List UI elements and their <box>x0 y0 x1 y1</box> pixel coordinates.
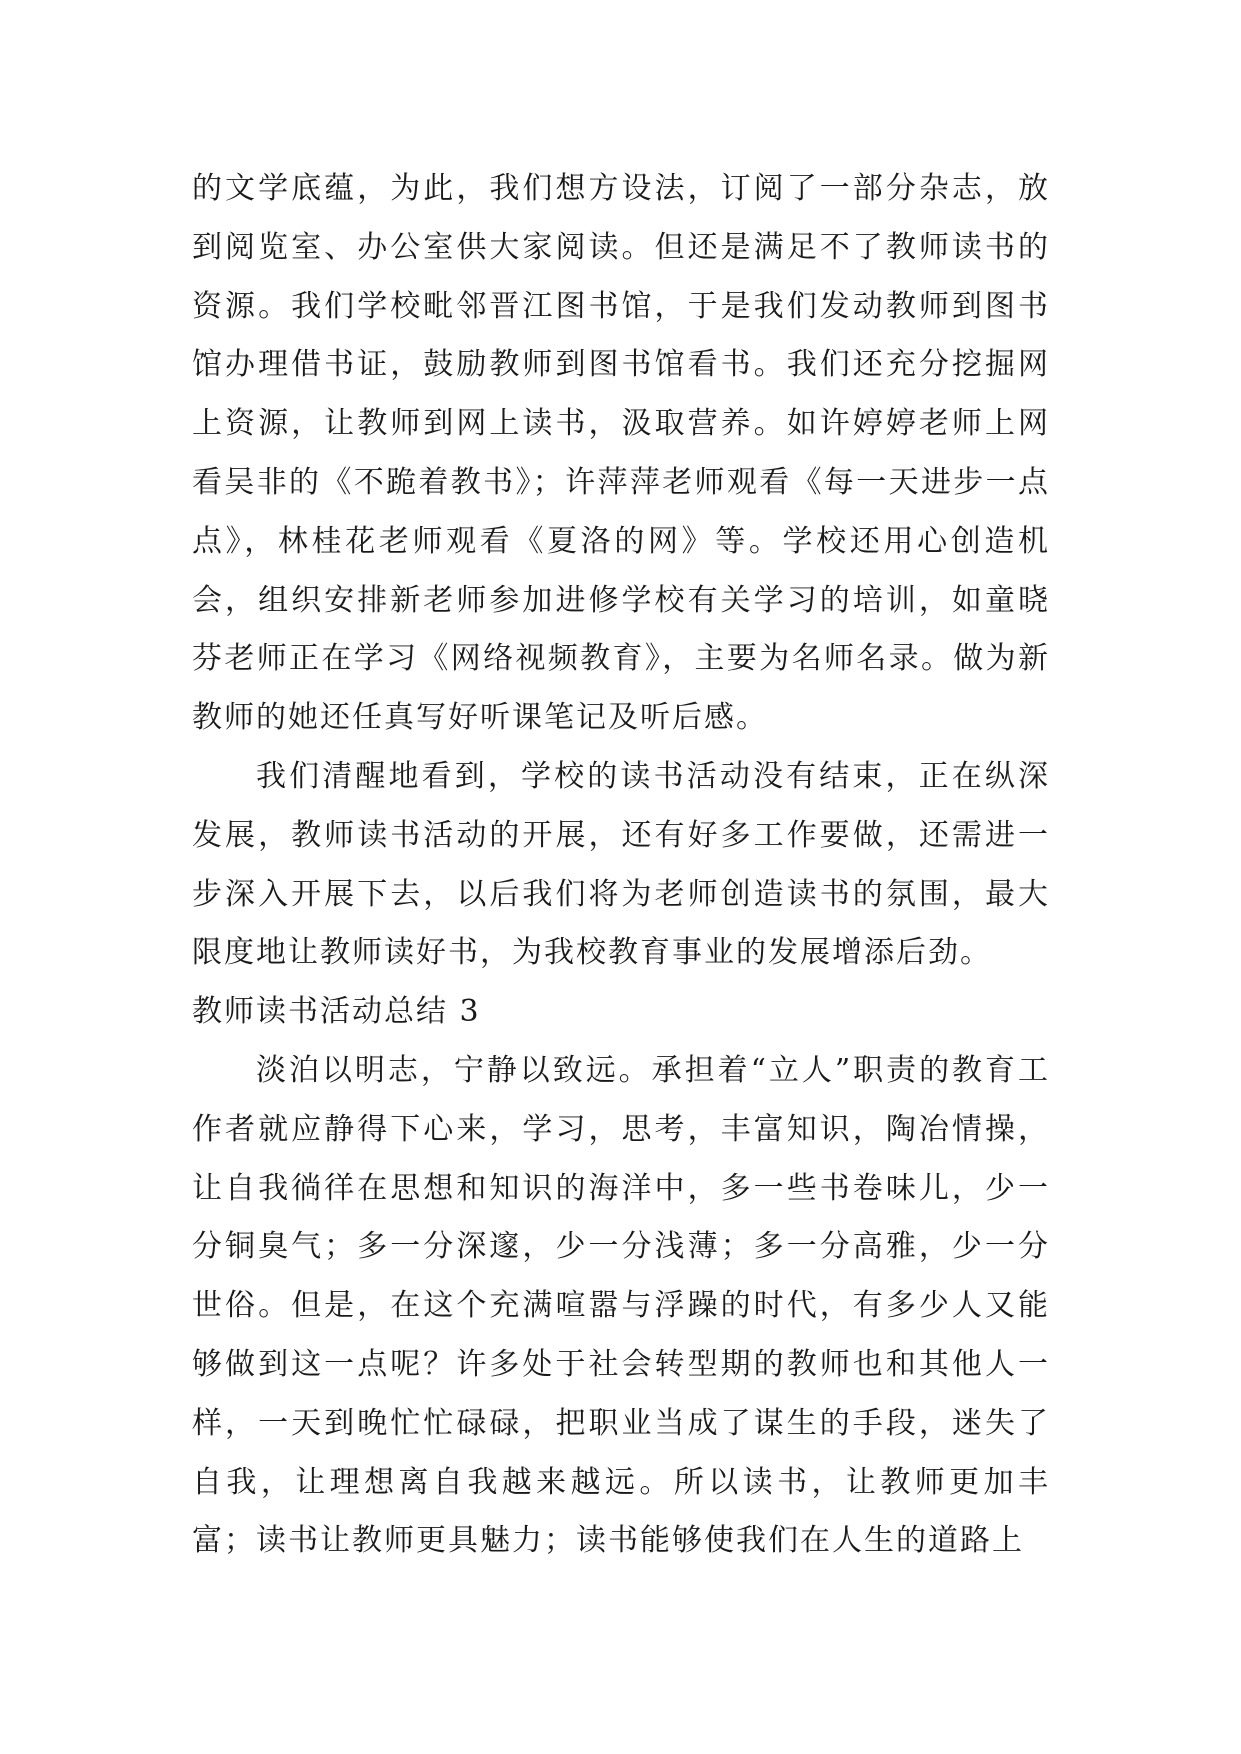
paragraph-tranquility: 淡泊以明志，宁静以致远。承担着“立人”职责的教育工作者就应静得下心来，学习，思考，丰富知识，陶冶情操，让自我徜徉在思想和知识的海洋中，多一些书卷味儿，少一分铜臭气；多一分深邃，少一分浅薄；多一分高雅，少一分世俗。但是，在这个充满喧嚣与浮躁的时代，有多少人又能够做到这一点呢？许多处于社会转型期的教师也和其他人一样，一天到晚忙忙碌碌，把职业当成了谋生的手段，迷失了自我，让理想离自我越来越远。所以读书，让教师更加丰富；读书让教师更具魅力；读书能够使我们在人生的道路上 <box>192 1052 1050 1559</box>
paragraph-reading-outlook: 我们清醒地看到，学校的读书活动没有结束，正在纵深发展，教师读书活动的开展，还有好多工作要做，还需进一步深入开展下去，以后我们将为老师创造读书的氛围，最大限度地让教师读好书，为我校教育事业的发展增添后劲。 <box>192 758 1050 971</box>
document-body <box>192 160 1050 1571</box>
section-heading: 教师读书活动总结 3 <box>192 994 481 1030</box>
paragraph-reading-resources: 的文学底蕴，为此，我们想方设法，订阅了一部分杂志，放到阅览室、办公室供大家阅读。但还是满足不了教师读书的资源。我们学校毗邻晋江图书馆，于是我们发动教师到图书馆办理借书证，鼓励教师到图书馆看书。我们还充分挖掘网上资源，让教师到网上读书，汲取营养。如许婷婷老师上网看吴非的《不跪着教书》；许萍萍老师观看《每一天进步一点点》，林桂花老师观看《夏洛的网》等。学校还用心创造机会，组织安排新老师参加进修学校有关学习的培训，如童晓芬老师正在学习《网络视频教育》，主要为名师名录。做为新教师的她还任真写好听课笔记及听后感。 <box>192 171 1050 736</box>
